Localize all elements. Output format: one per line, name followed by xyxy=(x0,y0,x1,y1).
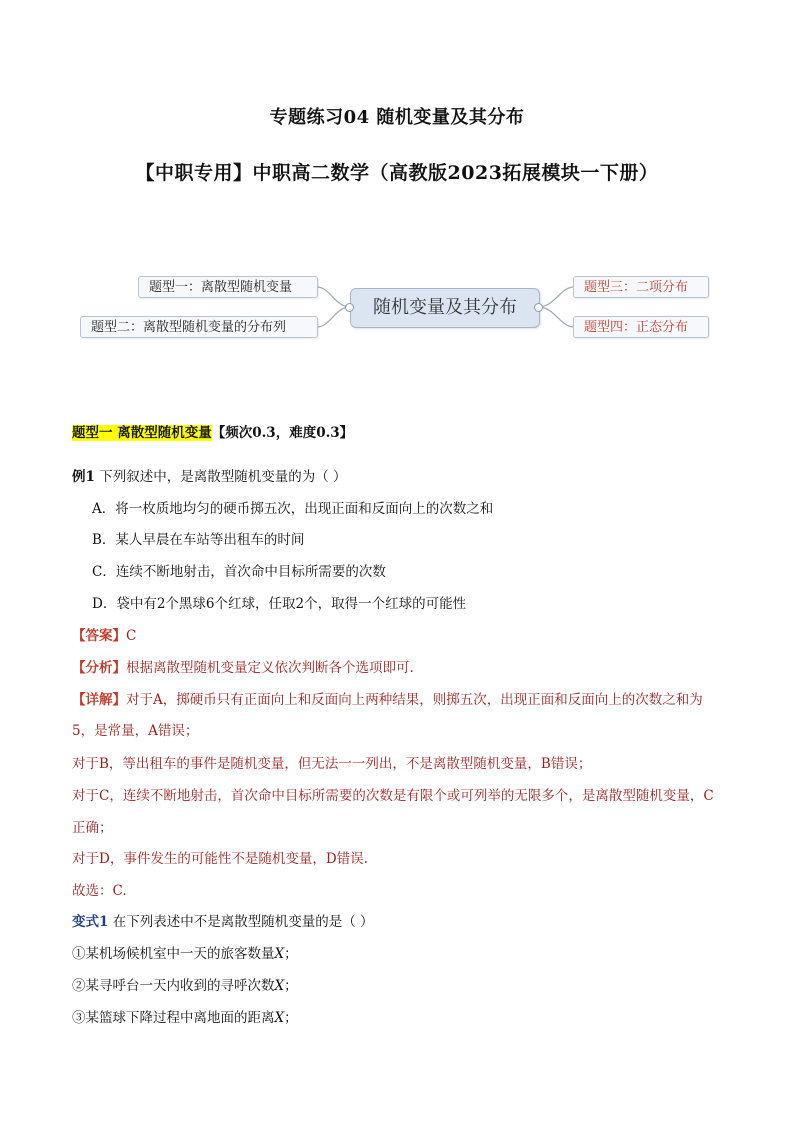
answer-line xyxy=(72,626,136,646)
variant-item-2 xyxy=(72,976,298,996)
example-label: 例1 xyxy=(72,469,95,485)
detail-line-2: 5，是常量，A错误； xyxy=(72,723,199,739)
mindmap-node-type3: 题型三：二项分布 xyxy=(573,276,709,298)
example-1-stem xyxy=(72,467,347,487)
option-a: A．将一枚质地均匀的硬币掷五次，出现正面和反面向上的次数之和 xyxy=(92,501,494,517)
variant-item-3-end: ； xyxy=(284,1010,298,1026)
example-stem-text: 下列叙述中，是离散型随机变量的为（ ） xyxy=(99,469,347,485)
detail-line-3: 对于B，等出租车的事件是随机变量，但无法一一列出，不是离散型随机变量，B错误； xyxy=(72,756,592,772)
detail-line-4: 对于C，连续不断地射击，首次命中目标所需要的次数是有限个或可列举的无限多个，是离散型随机变量，C xyxy=(72,788,714,804)
variant-item-1-var: X xyxy=(274,946,285,962)
variant-item-3-var: X xyxy=(274,1010,285,1026)
variant-item-1-text: ①某机场候机室中一天的旅客数量 xyxy=(72,946,275,962)
section-meta: 【频次0.3，难度0.3】 xyxy=(211,425,354,441)
detail-line-7: 故选：C. xyxy=(72,883,127,899)
option-b: B．某人早晨在车站等出租车的时间 xyxy=(92,532,305,548)
mindmap-connectors xyxy=(0,0,794,400)
mindmap-collapse-right-icon[interactable] xyxy=(534,303,543,312)
variant-item-2-text: ②某寻呼台一天内收到的寻呼次数 xyxy=(72,978,275,994)
page-title: 专题练习04 随机变量及其分布 xyxy=(269,107,525,128)
mindmap-node-type1: 题型一：离散型随机变量 xyxy=(138,276,318,298)
answer-label: 【答案】 xyxy=(72,628,126,644)
variant-item-1-end: ； xyxy=(284,946,298,962)
mindmap-center-node: 随机变量及其分布 xyxy=(350,288,540,328)
option-c: C．连续不断地射击，首次命中目标所需要的次数 xyxy=(92,564,386,580)
analysis-label: 【分析】 xyxy=(72,660,126,676)
section-title: 题型一 离散型随机变量 xyxy=(72,425,212,441)
mindmap-node-type4: 题型四：正态分布 xyxy=(573,316,709,338)
answer-value: C xyxy=(126,628,137,644)
variant-stem-text: 在下列表述中不是离散型随机变量的是（ ） xyxy=(112,914,374,930)
section-heading xyxy=(72,423,353,443)
detail-text-1: 对于A，掷硬币只有正面向上和反面向上两种结果，则掷五次，出现正面和反面向上的次数之和为 xyxy=(126,692,703,708)
mindmap-node-type2: 题型二：离散型随机变量的分布列 xyxy=(80,316,318,338)
variant-item-2-var: X xyxy=(274,978,285,994)
variant-item-2-end: ； xyxy=(284,978,298,994)
variant-item-3 xyxy=(72,1008,298,1028)
variant-item-1 xyxy=(72,944,298,964)
option-d: D．袋中有2个黑球6个红球，任取2个，取得一个红球的可能性 xyxy=(92,596,467,612)
page-subtitle: 【中职专用】中职高二数学（高教版2023拓展模块一下册） xyxy=(135,162,659,184)
variant-item-3-text: ③某篮球下降过程中离地面的距离 xyxy=(72,1010,275,1026)
detail-line-5: 正确； xyxy=(72,820,113,836)
analysis-line xyxy=(72,658,414,678)
variant-1-stem xyxy=(72,912,374,932)
mindmap-collapse-left-icon[interactable] xyxy=(345,303,354,312)
detail-label: 【详解】 xyxy=(72,692,126,708)
variant-label: 变式1 xyxy=(72,914,109,930)
analysis-text: 根据离散型随机变量定义依次判断各个选项即可. xyxy=(126,660,414,676)
detail-line-1 xyxy=(72,690,703,710)
detail-line-6: 对于D，事件发生的可能性不是随机变量，D错误. xyxy=(72,851,368,867)
